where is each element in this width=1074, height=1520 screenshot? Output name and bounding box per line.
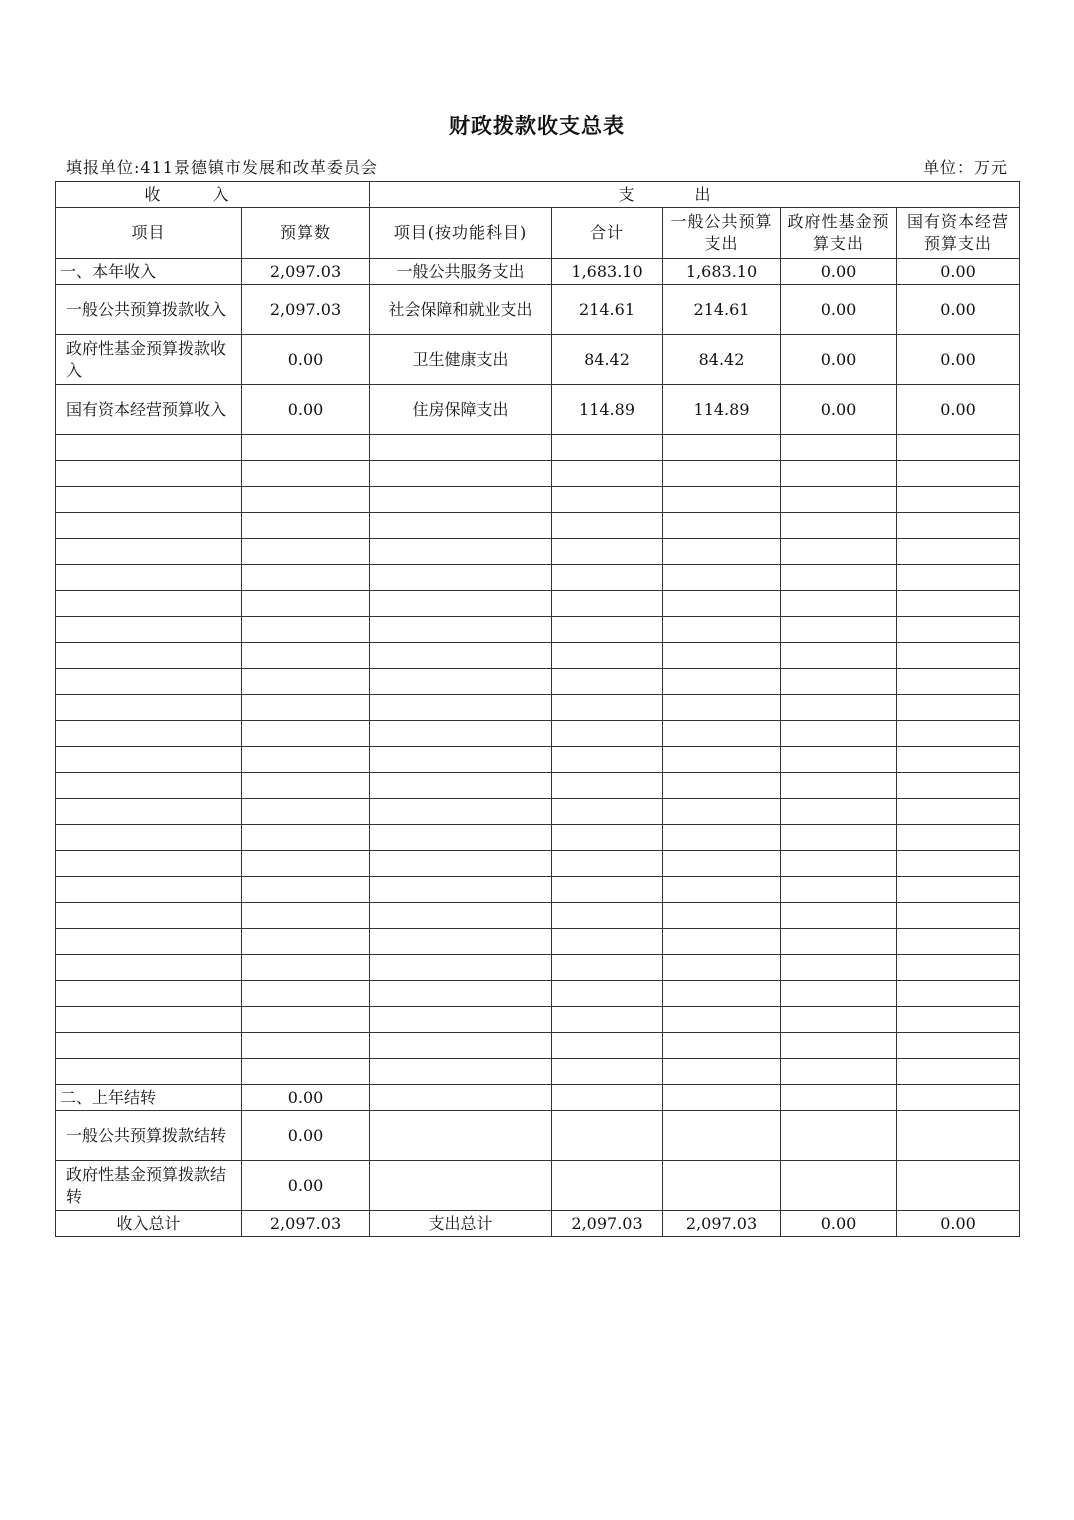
cell-empty [552, 643, 663, 669]
cell-budget: 0.00 [242, 335, 370, 385]
table-row [56, 335, 1020, 385]
cell-empty [242, 877, 370, 903]
cell-empty [242, 513, 370, 539]
cell-budget: 0.00 [242, 1111, 370, 1161]
cell-total: 84.42 [552, 335, 663, 385]
cell-empty [370, 539, 552, 565]
cell-empty [552, 721, 663, 747]
cell-empty [370, 747, 552, 773]
cell-empty [897, 1007, 1020, 1033]
cell-empty [56, 877, 242, 903]
cell-empty [370, 1111, 552, 1161]
cell-empty [552, 435, 663, 461]
cell-general: 114.89 [663, 385, 781, 435]
empty-row [56, 643, 1020, 669]
cell-empty [897, 851, 1020, 877]
cell-empty [242, 591, 370, 617]
empty-row [56, 1007, 1020, 1033]
cell-empty [781, 1111, 897, 1161]
cell-empty [242, 955, 370, 981]
cell-empty [781, 877, 897, 903]
cell-empty [897, 487, 1020, 513]
cell-empty [56, 929, 242, 955]
cell-state: 0.00 [897, 285, 1020, 335]
cell-empty [663, 1007, 781, 1033]
cell-empty [552, 487, 663, 513]
cell-budget: 0.00 [242, 1085, 370, 1111]
cell-empty [663, 591, 781, 617]
cell-empty [552, 565, 663, 591]
empty-row [56, 825, 1020, 851]
cell-empty [897, 1111, 1020, 1161]
cell-empty [781, 513, 897, 539]
cell-general: 2,097.03 [663, 1211, 781, 1237]
cell-empty [56, 695, 242, 721]
cell-empty [781, 1007, 897, 1033]
cell-empty [242, 1007, 370, 1033]
cell-empty [663, 877, 781, 903]
empty-row [56, 565, 1020, 591]
cell-empty [56, 1007, 242, 1033]
cell-empty [781, 721, 897, 747]
cell-empty [370, 643, 552, 669]
empty-row [56, 435, 1020, 461]
cell-empty [781, 591, 897, 617]
cell-empty [370, 981, 552, 1007]
cell-empty [781, 1085, 897, 1111]
cell-item: 二、上年结转 [56, 1085, 242, 1111]
cell-expense-total-label: 支出总计 [370, 1211, 552, 1237]
cell-empty [56, 487, 242, 513]
cell-empty [370, 487, 552, 513]
cell-empty [242, 487, 370, 513]
cell-empty [242, 669, 370, 695]
cell-empty [781, 1161, 897, 1211]
cell-empty [370, 929, 552, 955]
cell-empty [781, 825, 897, 851]
cell-empty [897, 773, 1020, 799]
cell-empty [663, 773, 781, 799]
empty-row [56, 877, 1020, 903]
table-row [56, 1161, 1020, 1211]
cell-empty [897, 565, 1020, 591]
col-header-fund: 政府性基金预算支出 [781, 208, 897, 259]
cell-empty [897, 1059, 1020, 1085]
cell-empty [552, 513, 663, 539]
cell-empty [897, 825, 1020, 851]
table-row [56, 285, 1020, 335]
income-group-header: 收入 [56, 182, 370, 208]
cell-empty [370, 1059, 552, 1085]
cell-item: 政府性基金预算拨款结转 [56, 1161, 242, 1211]
empty-row [56, 955, 1020, 981]
cell-empty [370, 461, 552, 487]
cell-empty [897, 1033, 1020, 1059]
cell-empty [56, 539, 242, 565]
empty-row [56, 461, 1020, 487]
cell-empty [897, 695, 1020, 721]
cell-empty [663, 565, 781, 591]
empty-row [56, 929, 1020, 955]
cell-func: 社会保障和就业支出 [370, 285, 552, 335]
cell-empty [897, 435, 1020, 461]
cell-func: 一般公共服务支出 [370, 259, 552, 285]
cell-empty [897, 643, 1020, 669]
reporting-unit: 填报单位:411景德镇市发展和改革委员会 [66, 158, 378, 177]
cell-empty [242, 721, 370, 747]
cell-empty [56, 435, 242, 461]
cell-empty [242, 903, 370, 929]
empty-row [56, 695, 1020, 721]
cell-empty [897, 591, 1020, 617]
cell-empty [56, 799, 242, 825]
cell-empty [781, 773, 897, 799]
cell-budget: 2,097.03 [242, 259, 370, 285]
cell-empty [663, 617, 781, 643]
cell-empty [663, 695, 781, 721]
cell-func: 卫生健康支出 [370, 335, 552, 385]
cell-empty [781, 981, 897, 1007]
cell-empty [370, 1085, 552, 1111]
empty-row [56, 1033, 1020, 1059]
col-header-item: 项目 [56, 208, 242, 259]
cell-empty [552, 903, 663, 929]
cell-empty [56, 1033, 242, 1059]
cell-income-total: 2,097.03 [242, 1211, 370, 1237]
cell-empty [56, 565, 242, 591]
cell-empty [552, 851, 663, 877]
cell-budget: 2,097.03 [242, 285, 370, 335]
cell-empty [552, 825, 663, 851]
cell-empty [242, 825, 370, 851]
cell-empty [56, 721, 242, 747]
cell-empty [897, 747, 1020, 773]
cell-fund: 0.00 [781, 385, 897, 435]
cell-empty [370, 721, 552, 747]
cell-income-total-label: 收入总计 [56, 1211, 242, 1237]
cell-empty [56, 773, 242, 799]
cell-empty [781, 851, 897, 877]
cell-general: 84.42 [663, 335, 781, 385]
cell-empty [370, 955, 552, 981]
page-title: 财政拨款收支总表 [449, 113, 625, 138]
cell-empty [56, 591, 242, 617]
cell-empty [242, 435, 370, 461]
cell-empty [56, 669, 242, 695]
cell-state: 0.00 [897, 259, 1020, 285]
cell-empty [242, 799, 370, 825]
table-row [56, 1085, 1020, 1111]
cell-empty [663, 929, 781, 955]
cell-empty [56, 955, 242, 981]
cell-empty [897, 799, 1020, 825]
table-row [56, 1111, 1020, 1161]
cell-empty [242, 617, 370, 643]
cell-empty [781, 565, 897, 591]
empty-row [56, 903, 1020, 929]
cell-empty [663, 747, 781, 773]
cell-empty [242, 539, 370, 565]
cell-empty [663, 669, 781, 695]
empty-row [56, 487, 1020, 513]
empty-row [56, 721, 1020, 747]
cell-empty [56, 981, 242, 1007]
cell-empty [781, 929, 897, 955]
cell-empty [370, 617, 552, 643]
cell-empty [663, 903, 781, 929]
empty-row [56, 513, 1020, 539]
cell-empty [663, 955, 781, 981]
cell-empty [552, 695, 663, 721]
cell-empty [370, 851, 552, 877]
cell-empty [370, 825, 552, 851]
cell-empty [663, 435, 781, 461]
empty-row [56, 669, 1020, 695]
empty-row [56, 773, 1020, 799]
cell-fund: 0.00 [781, 285, 897, 335]
cell-empty [781, 903, 897, 929]
empty-row [56, 747, 1020, 773]
cell-empty [370, 695, 552, 721]
empty-row [56, 1059, 1020, 1085]
col-header-budget: 预算数 [242, 208, 370, 259]
cell-empty [897, 539, 1020, 565]
cell-empty [242, 747, 370, 773]
cell-empty [663, 851, 781, 877]
cell-empty [663, 1161, 781, 1211]
empty-row [56, 799, 1020, 825]
cell-func: 住房保障支出 [370, 385, 552, 435]
cell-empty [242, 1033, 370, 1059]
cell-state: 0.00 [897, 335, 1020, 385]
totals-row [56, 1211, 1020, 1237]
cell-empty [663, 799, 781, 825]
cell-empty [56, 643, 242, 669]
cell-empty [56, 461, 242, 487]
cell-empty [781, 669, 897, 695]
cell-empty [781, 955, 897, 981]
cell-empty [781, 747, 897, 773]
cell-empty [897, 461, 1020, 487]
cell-budget: 0.00 [242, 1161, 370, 1211]
cell-total: 214.61 [552, 285, 663, 335]
group-header-row [56, 182, 1020, 208]
cell-empty [370, 1161, 552, 1211]
cell-empty [552, 1033, 663, 1059]
cell-empty [370, 1033, 552, 1059]
cell-empty [370, 591, 552, 617]
cell-empty [781, 435, 897, 461]
cell-empty [242, 695, 370, 721]
empty-row [56, 539, 1020, 565]
cell-item: 一般公共预算拨款结转 [56, 1111, 242, 1161]
cell-empty [56, 747, 242, 773]
cell-empty [897, 955, 1020, 981]
cell-empty [897, 513, 1020, 539]
cell-empty [781, 487, 897, 513]
table-row [56, 385, 1020, 435]
budget-summary-table [55, 181, 1020, 1237]
cell-empty [897, 981, 1020, 1007]
cell-empty [552, 461, 663, 487]
cell-empty [663, 1111, 781, 1161]
cell-empty [897, 877, 1020, 903]
cell-empty [552, 1059, 663, 1085]
cell-general: 214.61 [663, 285, 781, 335]
cell-fund: 0.00 [781, 259, 897, 285]
cell-empty [56, 1059, 242, 1085]
cell-empty [242, 929, 370, 955]
cell-empty [56, 903, 242, 929]
cell-empty [242, 643, 370, 669]
cell-empty [242, 773, 370, 799]
cell-empty [781, 539, 897, 565]
cell-empty [663, 643, 781, 669]
cell-empty [370, 773, 552, 799]
cell-empty [552, 669, 663, 695]
cell-item: 国有资本经营预算收入 [56, 385, 242, 435]
cell-item: 一、本年收入 [56, 259, 242, 285]
cell-empty [56, 851, 242, 877]
cell-empty [242, 851, 370, 877]
cell-empty [552, 747, 663, 773]
cell-empty [552, 1085, 663, 1111]
empty-row [56, 591, 1020, 617]
column-header-row [56, 208, 1020, 259]
cell-empty [781, 1033, 897, 1059]
cell-empty [552, 877, 663, 903]
cell-empty [663, 721, 781, 747]
col-header-func: 项目(按功能科目) [370, 208, 552, 259]
empty-row [56, 981, 1020, 1007]
cell-budget: 0.00 [242, 385, 370, 435]
cell-empty [242, 461, 370, 487]
cell-empty [552, 591, 663, 617]
cell-total: 114.89 [552, 385, 663, 435]
cell-state: 0.00 [897, 385, 1020, 435]
currency-unit: 单位：万元 [922, 158, 1008, 177]
cell-fund: 0.00 [781, 335, 897, 385]
cell-empty [370, 669, 552, 695]
cell-empty [663, 1033, 781, 1059]
cell-empty [56, 513, 242, 539]
cell-empty [552, 773, 663, 799]
cell-empty [552, 1111, 663, 1161]
cell-empty [663, 1085, 781, 1111]
cell-empty [552, 1007, 663, 1033]
cell-empty [663, 825, 781, 851]
cell-fund: 0.00 [781, 1211, 897, 1237]
cell-empty [56, 617, 242, 643]
cell-empty [781, 695, 897, 721]
cell-empty [370, 877, 552, 903]
cell-empty [781, 617, 897, 643]
cell-empty [663, 461, 781, 487]
expense-group-header: 支出 [370, 182, 1020, 208]
cell-empty [552, 799, 663, 825]
cell-empty [897, 929, 1020, 955]
cell-empty [781, 643, 897, 669]
cell-empty [56, 825, 242, 851]
empty-row [56, 851, 1020, 877]
cell-empty [370, 435, 552, 461]
col-header-general: 一般公共预算支出 [663, 208, 781, 259]
cell-empty [242, 1059, 370, 1085]
cell-empty [242, 981, 370, 1007]
cell-empty [370, 1007, 552, 1033]
cell-state: 0.00 [897, 1211, 1020, 1237]
cell-empty [552, 617, 663, 643]
cell-empty [663, 1059, 781, 1085]
cell-empty [897, 1161, 1020, 1211]
col-header-state: 国有资本经营预算支出 [897, 208, 1020, 259]
cell-empty [552, 1161, 663, 1211]
cell-empty [781, 799, 897, 825]
cell-empty [897, 1085, 1020, 1111]
cell-empty [897, 903, 1020, 929]
cell-empty [552, 955, 663, 981]
cell-item: 政府性基金预算拨款收入 [56, 335, 242, 385]
cell-empty [663, 487, 781, 513]
cell-empty [781, 461, 897, 487]
cell-empty [663, 513, 781, 539]
cell-total: 2,097.03 [552, 1211, 663, 1237]
empty-row [56, 617, 1020, 643]
cell-item: 一般公共预算拨款收入 [56, 285, 242, 335]
cell-empty [552, 981, 663, 1007]
cell-general: 1,683.10 [663, 259, 781, 285]
cell-empty [370, 565, 552, 591]
cell-empty [370, 799, 552, 825]
cell-total: 1,683.10 [552, 259, 663, 285]
cell-empty [781, 1059, 897, 1085]
cell-empty [242, 565, 370, 591]
col-header-total: 合计 [552, 208, 663, 259]
cell-empty [370, 903, 552, 929]
cell-empty [552, 539, 663, 565]
table-row [56, 259, 1020, 285]
cell-empty [897, 669, 1020, 695]
cell-empty [370, 513, 552, 539]
cell-empty [663, 981, 781, 1007]
cell-empty [552, 929, 663, 955]
cell-empty [663, 539, 781, 565]
cell-empty [897, 721, 1020, 747]
cell-empty [897, 617, 1020, 643]
